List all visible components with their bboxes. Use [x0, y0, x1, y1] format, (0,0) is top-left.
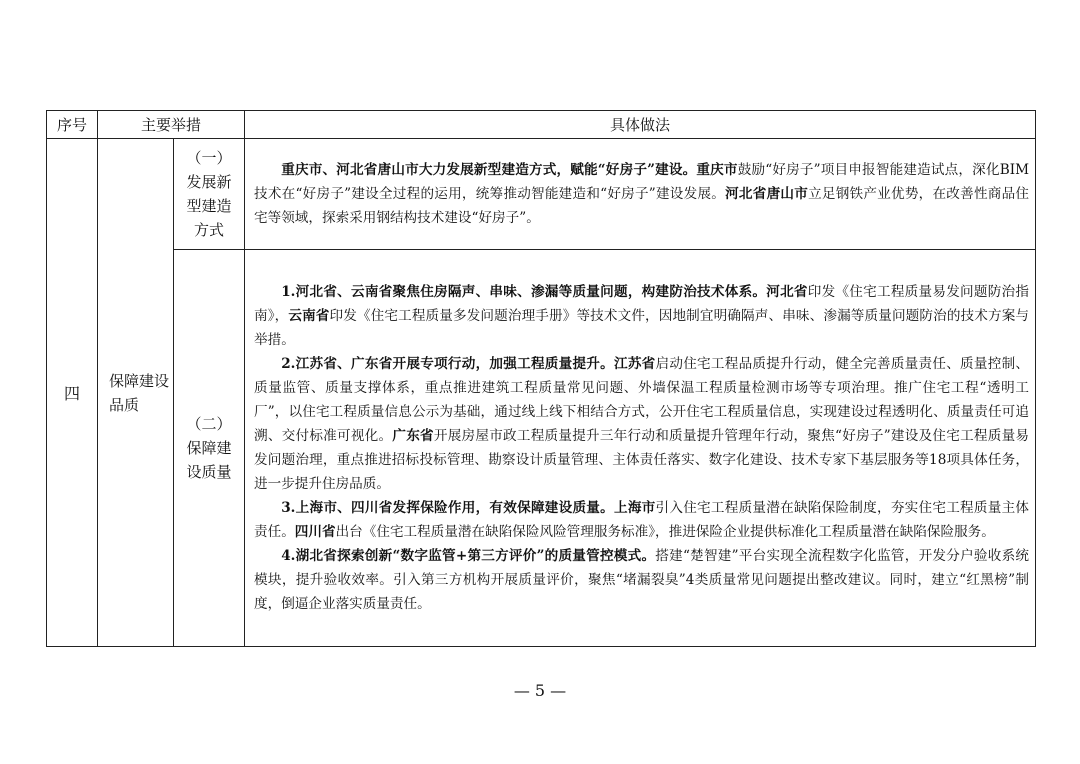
practice-2-paragraph-1 — [254, 280, 1029, 352]
table-row — [47, 250, 1036, 647]
practice-1-paragraph — [254, 158, 1029, 230]
sub1-label-line: 发展新 — [186, 173, 232, 191]
sub1-label-line: （一） — [186, 149, 232, 167]
sub-measure-2 — [174, 250, 245, 647]
measures-table — [46, 110, 1036, 647]
region-jiangsu: 江苏省 — [614, 356, 656, 372]
row-measure: 保障建设品质 — [98, 139, 174, 647]
region-tangshan: 河北省唐山市 — [725, 186, 809, 202]
sub2-label-line: （二） — [186, 415, 232, 433]
sub1-label-line: 型建造 — [186, 197, 232, 215]
region-hebei: 河北省 — [766, 284, 808, 300]
header-practice: 具体做法 — [245, 111, 1036, 139]
p4-lead: 4.湖北省探索创新“数字监管+第三方评价”的质量管控模式。 — [281, 548, 656, 564]
practice-2 — [245, 250, 1036, 647]
region-sichuan: 四川省 — [294, 524, 336, 540]
sub-measure-1 — [174, 139, 245, 250]
practice-2-paragraph-3 — [254, 496, 1029, 544]
header-measure: 主要举措 — [98, 111, 245, 139]
practice-1-text: 立足钢铁产业优势，在改善性商品住宅等领域，探索采用钢结构技术建设“好房子”。 — [254, 186, 1030, 226]
region-guangdong: 广东省 — [392, 428, 434, 444]
practice-2-paragraph-4 — [254, 544, 1029, 616]
row-seq: 四 — [47, 139, 98, 647]
p1-text: 印发《住宅工程质量多发问题治理手册》等技术文件，因地制宜明确隔声、串味、渗漏等质量问题防治的技术方案与举措。 — [254, 308, 1030, 348]
p3-text: 引入住宅工程质量潜在缺陷保险制度，夯实住宅工程质量主体责任。 — [254, 500, 1029, 540]
practice-1 — [245, 139, 1036, 250]
p2-text: 启动住宅工程品质提升行动，健全完善质量责任、质量控制、质量监管、质量支撑体系，重点推进建筑工程质量常见问题、外墙保温工程质量检测市场等专项治理。推广住宅工程“透明工厂”，以住宅工程质量信息公示为基础，通过线上线下相结合方式，公开住宅工程质量信息，实现建设过程透明化、质量责任可追溯、交付标准可视化。 — [254, 356, 1029, 444]
p2-text: 开展房屋市政工程质量提升三年行动和质量提升管理年行动，聚焦“好房子”建设及住宅工程质量易发问题治理，重点推进招标投标管理、勘察设计质量管理、主体责任落实、数字化建设、技术专家下基层服务等18项具体任务，进一步提升住房品质。 — [254, 428, 1030, 492]
practice-1-lead: 重庆市、河北省唐山市大力发展新型建造方式，赋能“好房子”建设。 — [281, 162, 697, 178]
practice-1-text: 鼓励“好房子”项目申报智能建造试点，深化BIM技术在“好房子”建设全过程的运用，统筹推动智能建造和“好房子”建设发展。 — [254, 162, 1029, 202]
practice-2-paragraph-2 — [254, 352, 1029, 496]
header-seq: 序号 — [47, 111, 98, 139]
region-shanghai: 上海市 — [614, 500, 656, 516]
sub1-label-line: 方式 — [194, 221, 225, 239]
p3-text: 出台《住宅工程质量潜在缺陷保险风险管理服务标准》，推进保险企业提供标准化工程质量潜在缺陷保险服务。 — [335, 524, 995, 540]
sub2-label-line: 保障建 — [186, 439, 232, 457]
region-yunnan: 云南省 — [288, 308, 330, 324]
table-row — [47, 139, 1036, 250]
table-header-row — [47, 111, 1036, 139]
sub2-label-line: 设质量 — [186, 463, 232, 481]
p2-lead: 2.江苏省、广东省开展专项行动，加强工程质量提升。 — [281, 356, 614, 372]
p1-lead: 1.河北省、云南省聚焦住房隔声、串味、渗漏等质量问题，构建防治技术体系。 — [281, 284, 767, 300]
p3-lead: 3.上海市、四川省发挥保险作用，有效保障建设质量。 — [281, 500, 614, 516]
region-chongqing: 重庆市 — [696, 162, 738, 178]
page-number: — 5 — — [513, 681, 567, 700]
p4-text: 搭建“楚智建”平台实现全流程数字化监管，开发分户验收系统模块，提升验收效率。引入第三方机构开展质量评价，聚焦“堵漏裂臭”4类质量常见问题提出整改建议。同时，建立“红黑榜”制度，倒逼企业落实质量责任。 — [254, 548, 1029, 612]
p1-text: 印发《住宅工程质量易发问题防治指南》， — [254, 284, 1029, 324]
